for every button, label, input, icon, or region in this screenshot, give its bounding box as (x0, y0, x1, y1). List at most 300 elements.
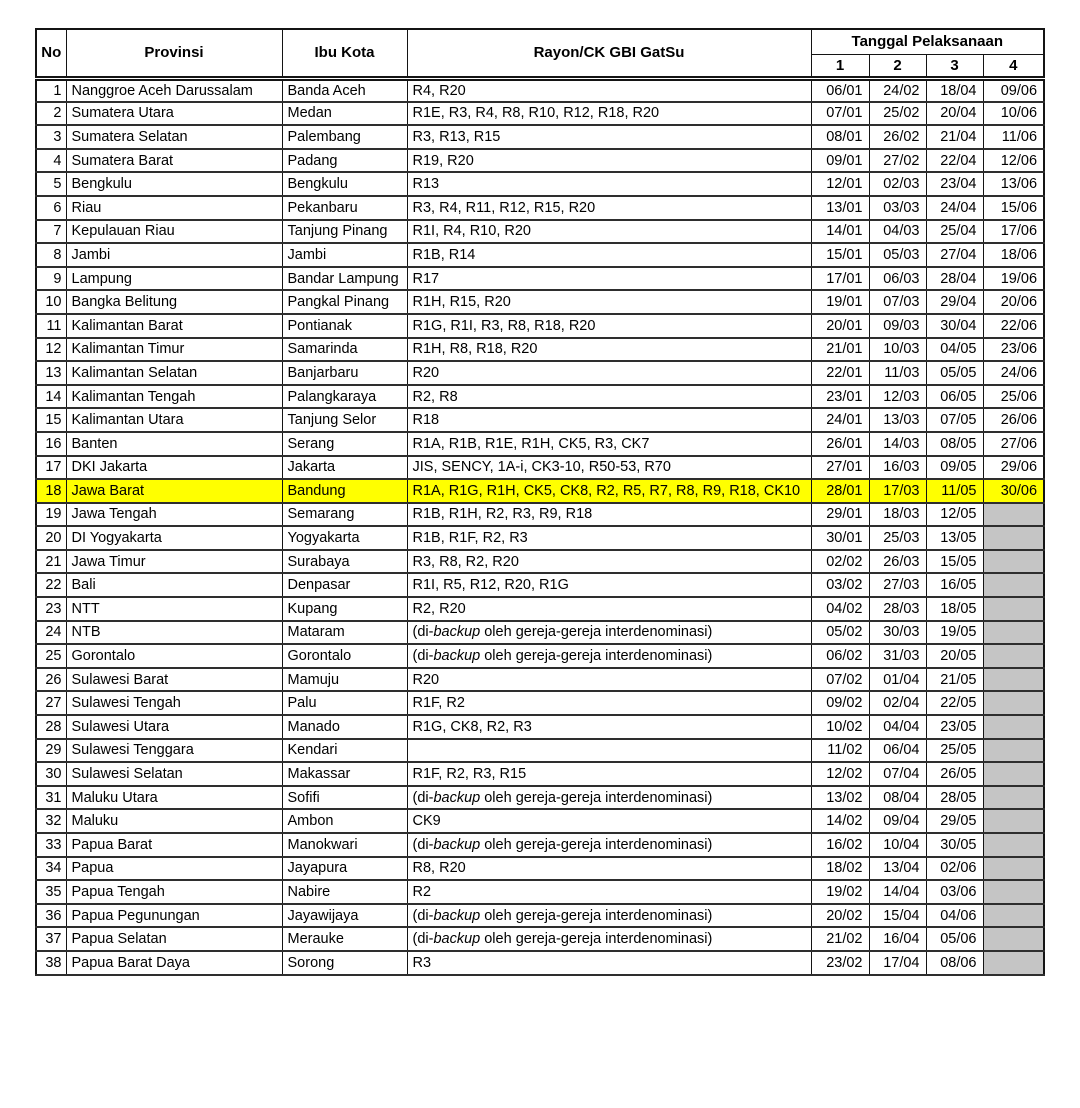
date-cell-2: 25/02 (869, 102, 926, 126)
no-cell: 36 (36, 904, 66, 928)
no-cell: 21 (36, 550, 66, 574)
date-cell-1: 09/01 (811, 149, 869, 173)
date-cell-4 (983, 880, 1044, 904)
provinsi-cell: Sulawesi Tenggara (66, 739, 282, 763)
date-cell-1: 06/02 (811, 644, 869, 668)
rayon-cell: R20 (407, 668, 811, 692)
date-cell-3: 18/04 (926, 78, 983, 102)
date-cell-3: 24/04 (926, 196, 983, 220)
date-cell-3: 05/06 (926, 927, 983, 951)
rayon-cell: R3 (407, 951, 811, 975)
ibu-kota-cell: Nabire (282, 880, 407, 904)
table-row (36, 573, 1044, 597)
provinsi-cell: Sulawesi Utara (66, 715, 282, 739)
date-cell-3: 05/05 (926, 361, 983, 385)
rayon-cell: R1H, R8, R18, R20 (407, 338, 811, 362)
no-cell: 37 (36, 927, 66, 951)
date-cell-2: 17/04 (869, 951, 926, 975)
date-cell-2: 06/04 (869, 739, 926, 763)
no-cell: 18 (36, 479, 66, 503)
rayon-cell: R2 (407, 880, 811, 904)
date-cell-1: 29/01 (811, 503, 869, 527)
table-row (36, 172, 1044, 196)
col-header-date-1: 1 (811, 54, 869, 78)
date-cell-3: 20/04 (926, 102, 983, 126)
provinsi-cell: Maluku (66, 809, 282, 833)
rayon-cell: R1B, R14 (407, 243, 811, 267)
table-row (36, 880, 1044, 904)
rayon-cell: (di-backup oleh gereja-gereja interdenominasi) (407, 786, 811, 810)
schedule-table (35, 28, 1045, 976)
date-cell-3: 16/05 (926, 573, 983, 597)
date-cell-1: 09/02 (811, 691, 869, 715)
date-cell-4: 24/06 (983, 361, 1044, 385)
rayon-cell: R18 (407, 408, 811, 432)
no-cell: 6 (36, 196, 66, 220)
date-cell-2: 13/04 (869, 857, 926, 881)
rayon-cell: R3, R13, R15 (407, 125, 811, 149)
table-row (36, 691, 1044, 715)
date-cell-4 (983, 715, 1044, 739)
rayon-cell: R1A, R1B, R1E, R1H, CK5, R3, CK7 (407, 432, 811, 456)
date-cell-3: 04/06 (926, 904, 983, 928)
date-cell-2: 18/03 (869, 503, 926, 527)
provinsi-cell: Banten (66, 432, 282, 456)
col-header-date-4: 4 (983, 54, 1044, 78)
table-row (36, 526, 1044, 550)
date-cell-3: 25/04 (926, 220, 983, 244)
date-cell-3: 26/05 (926, 762, 983, 786)
table-row (36, 904, 1044, 928)
date-cell-2: 14/04 (869, 880, 926, 904)
rayon-cell: R17 (407, 267, 811, 291)
ibu-kota-cell: Palembang (282, 125, 407, 149)
provinsi-cell: Kalimantan Barat (66, 314, 282, 338)
rayon-cell: R1A, R1G, R1H, CK5, CK8, R2, R5, R7, R8, R9, R18, CK10 (407, 479, 811, 503)
no-cell: 32 (36, 809, 66, 833)
date-cell-3: 23/04 (926, 172, 983, 196)
date-cell-3: 23/05 (926, 715, 983, 739)
table-row (36, 220, 1044, 244)
provinsi-cell: Papua Selatan (66, 927, 282, 951)
date-cell-3: 22/04 (926, 149, 983, 173)
rayon-cell: (di-backup oleh gereja-gereja interdenominasi) (407, 621, 811, 645)
date-cell-2: 31/03 (869, 644, 926, 668)
col-header-no: No (36, 29, 66, 78)
table-row (36, 125, 1044, 149)
rayon-cell: CK9 (407, 809, 811, 833)
ibu-kota-cell: Kupang (282, 597, 407, 621)
date-cell-4 (983, 739, 1044, 763)
provinsi-cell: Gorontalo (66, 644, 282, 668)
date-cell-2: 27/03 (869, 573, 926, 597)
no-cell: 28 (36, 715, 66, 739)
provinsi-cell: Nanggroe Aceh Darussalam (66, 78, 282, 102)
provinsi-cell: Papua (66, 857, 282, 881)
provinsi-cell: Bengkulu (66, 172, 282, 196)
date-cell-1: 20/01 (811, 314, 869, 338)
date-cell-1: 19/02 (811, 880, 869, 904)
ibu-kota-cell: Makassar (282, 762, 407, 786)
rayon-cell: R1F, R2 (407, 691, 811, 715)
date-cell-3: 06/05 (926, 385, 983, 409)
col-header-provinsi: Provinsi (66, 29, 282, 78)
date-cell-4: 19/06 (983, 267, 1044, 291)
date-cell-4: 23/06 (983, 338, 1044, 362)
date-cell-2: 02/03 (869, 172, 926, 196)
no-cell: 30 (36, 762, 66, 786)
rayon-cell: R1H, R15, R20 (407, 290, 811, 314)
no-cell: 11 (36, 314, 66, 338)
date-cell-2: 13/03 (869, 408, 926, 432)
date-cell-4: 18/06 (983, 243, 1044, 267)
table-row (36, 833, 1044, 857)
date-cell-3: 30/05 (926, 833, 983, 857)
ibu-kota-cell: Denpasar (282, 573, 407, 597)
no-cell: 9 (36, 267, 66, 291)
table-row (36, 739, 1044, 763)
ibu-kota-cell: Bandar Lampung (282, 267, 407, 291)
ibu-kota-cell: Jayawijaya (282, 904, 407, 928)
no-cell: 27 (36, 691, 66, 715)
date-cell-1: 16/02 (811, 833, 869, 857)
no-cell: 34 (36, 857, 66, 881)
date-cell-2: 25/03 (869, 526, 926, 550)
date-cell-4 (983, 668, 1044, 692)
date-cell-4 (983, 550, 1044, 574)
date-cell-3: 29/05 (926, 809, 983, 833)
provinsi-cell: Kalimantan Selatan (66, 361, 282, 385)
date-cell-4 (983, 503, 1044, 527)
date-cell-1: 04/02 (811, 597, 869, 621)
table-row (36, 432, 1044, 456)
date-cell-1: 28/01 (811, 479, 869, 503)
date-cell-4 (983, 951, 1044, 975)
ibu-kota-cell: Manokwari (282, 833, 407, 857)
table-row (36, 951, 1044, 975)
no-cell: 4 (36, 149, 66, 173)
date-cell-1: 14/02 (811, 809, 869, 833)
date-cell-2: 07/03 (869, 290, 926, 314)
rayon-cell: R20 (407, 361, 811, 385)
ibu-kota-cell: Tanjung Pinang (282, 220, 407, 244)
date-cell-2: 30/03 (869, 621, 926, 645)
provinsi-cell: Sulawesi Tengah (66, 691, 282, 715)
rayon-cell: (di-backup oleh gereja-gereja interdenominasi) (407, 904, 811, 928)
provinsi-cell: Lampung (66, 267, 282, 291)
rayon-cell: R2, R8 (407, 385, 811, 409)
ibu-kota-cell: Semarang (282, 503, 407, 527)
no-cell: 10 (36, 290, 66, 314)
no-cell: 5 (36, 172, 66, 196)
no-cell: 2 (36, 102, 66, 126)
date-cell-1: 26/01 (811, 432, 869, 456)
rayon-cell: R1G, CK8, R2, R3 (407, 715, 811, 739)
rayon-cell: R2, R20 (407, 597, 811, 621)
table-row (36, 927, 1044, 951)
rayon-cell: R1E, R3, R4, R8, R10, R12, R18, R20 (407, 102, 811, 126)
rayon-cell: R1F, R2, R3, R15 (407, 762, 811, 786)
date-cell-1: 12/02 (811, 762, 869, 786)
table-row (36, 78, 1044, 102)
date-cell-3: 03/06 (926, 880, 983, 904)
rayon-cell: R19, R20 (407, 149, 811, 173)
no-cell: 23 (36, 597, 66, 621)
date-cell-1: 12/01 (811, 172, 869, 196)
date-cell-2: 07/04 (869, 762, 926, 786)
rayon-cell (407, 739, 811, 763)
date-cell-3: 11/05 (926, 479, 983, 503)
date-cell-4 (983, 927, 1044, 951)
date-cell-3: 04/05 (926, 338, 983, 362)
table-row (36, 857, 1044, 881)
ibu-kota-cell: Samarinda (282, 338, 407, 362)
provinsi-cell: Sumatera Utara (66, 102, 282, 126)
date-cell-3: 29/04 (926, 290, 983, 314)
rayon-cell: R4, R20 (407, 78, 811, 102)
ibu-kota-cell: Tanjung Selor (282, 408, 407, 432)
no-cell: 38 (36, 951, 66, 975)
date-cell-2: 11/03 (869, 361, 926, 385)
ibu-kota-cell: Manado (282, 715, 407, 739)
date-cell-1: 03/02 (811, 573, 869, 597)
date-cell-1: 21/02 (811, 927, 869, 951)
date-cell-1: 14/01 (811, 220, 869, 244)
rayon-cell: (di-backup oleh gereja-gereja interdenominasi) (407, 833, 811, 857)
ibu-kota-cell: Serang (282, 432, 407, 456)
date-cell-1: 07/02 (811, 668, 869, 692)
ibu-kota-cell: Banda Aceh (282, 78, 407, 102)
ibu-kota-cell: Jakarta (282, 456, 407, 480)
provinsi-cell: Jambi (66, 243, 282, 267)
table-row (36, 338, 1044, 362)
no-cell: 17 (36, 456, 66, 480)
date-cell-3: 07/05 (926, 408, 983, 432)
ibu-kota-cell: Jayapura (282, 857, 407, 881)
ibu-kota-cell: Pontianak (282, 314, 407, 338)
table-row (36, 644, 1044, 668)
no-cell: 33 (36, 833, 66, 857)
date-cell-2: 24/02 (869, 78, 926, 102)
table-row (36, 385, 1044, 409)
no-cell: 24 (36, 621, 66, 645)
date-cell-2: 28/03 (869, 597, 926, 621)
table-row (36, 267, 1044, 291)
date-cell-2: 04/03 (869, 220, 926, 244)
ibu-kota-cell: Mataram (282, 621, 407, 645)
table-row (36, 715, 1044, 739)
date-cell-2: 27/02 (869, 149, 926, 173)
date-cell-1: 18/02 (811, 857, 869, 881)
date-cell-3: 13/05 (926, 526, 983, 550)
date-cell-1: 07/01 (811, 102, 869, 126)
table-row (36, 408, 1044, 432)
ibu-kota-cell: Ambon (282, 809, 407, 833)
table-row (36, 149, 1044, 173)
rayon-cell: R3, R4, R11, R12, R15, R20 (407, 196, 811, 220)
date-cell-4 (983, 786, 1044, 810)
date-cell-2: 16/04 (869, 927, 926, 951)
table-row (36, 196, 1044, 220)
date-cell-4: 11/06 (983, 125, 1044, 149)
date-cell-4: 26/06 (983, 408, 1044, 432)
col-header-date-3: 3 (926, 54, 983, 78)
date-cell-4: 09/06 (983, 78, 1044, 102)
date-cell-2: 10/03 (869, 338, 926, 362)
ibu-kota-cell: Palangkaraya (282, 385, 407, 409)
date-cell-4 (983, 644, 1044, 668)
provinsi-cell: Sumatera Barat (66, 149, 282, 173)
date-cell-2: 17/03 (869, 479, 926, 503)
table-body (36, 78, 1044, 975)
rayon-cell: R1B, R1F, R2, R3 (407, 526, 811, 550)
date-cell-4: 17/06 (983, 220, 1044, 244)
rayon-cell: R8, R20 (407, 857, 811, 881)
rayon-cell: (di-backup oleh gereja-gereja interdenominasi) (407, 927, 811, 951)
no-cell: 20 (36, 526, 66, 550)
ibu-kota-cell: Yogyakarta (282, 526, 407, 550)
provinsi-cell: Kalimantan Utara (66, 408, 282, 432)
date-cell-2: 04/04 (869, 715, 926, 739)
table-row (36, 290, 1044, 314)
table-row (36, 503, 1044, 527)
date-cell-3: 08/06 (926, 951, 983, 975)
date-cell-3: 02/06 (926, 857, 983, 881)
date-cell-4: 12/06 (983, 149, 1044, 173)
date-cell-1: 20/02 (811, 904, 869, 928)
date-cell-1: 27/01 (811, 456, 869, 480)
ibu-kota-cell: Medan (282, 102, 407, 126)
no-cell: 19 (36, 503, 66, 527)
provinsi-cell: Papua Barat (66, 833, 282, 857)
ibu-kota-cell: Bengkulu (282, 172, 407, 196)
ibu-kota-cell: Banjarbaru (282, 361, 407, 385)
no-cell: 13 (36, 361, 66, 385)
ibu-kota-cell: Merauke (282, 927, 407, 951)
ibu-kota-cell: Pekanbaru (282, 196, 407, 220)
provinsi-cell: Kalimantan Timur (66, 338, 282, 362)
ibu-kota-cell: Palu (282, 691, 407, 715)
rayon-cell: R1B, R1H, R2, R3, R9, R18 (407, 503, 811, 527)
date-cell-4: 29/06 (983, 456, 1044, 480)
provinsi-cell: Kepulauan Riau (66, 220, 282, 244)
ibu-kota-cell: Jambi (282, 243, 407, 267)
provinsi-cell: Kalimantan Tengah (66, 385, 282, 409)
no-cell: 29 (36, 739, 66, 763)
date-cell-3: 15/05 (926, 550, 983, 574)
date-cell-2: 26/03 (869, 550, 926, 574)
provinsi-cell: Riau (66, 196, 282, 220)
table-row (36, 786, 1044, 810)
date-cell-1: 21/01 (811, 338, 869, 362)
provinsi-cell: DI Yogyakarta (66, 526, 282, 550)
provinsi-cell: Sulawesi Selatan (66, 762, 282, 786)
table-row (36, 809, 1044, 833)
table-row (36, 456, 1044, 480)
provinsi-cell: NTT (66, 597, 282, 621)
provinsi-cell: Papua Pegunungan (66, 904, 282, 928)
table-row (36, 597, 1044, 621)
date-cell-4 (983, 762, 1044, 786)
provinsi-cell: NTB (66, 621, 282, 645)
ibu-kota-cell: Pangkal Pinang (282, 290, 407, 314)
provinsi-cell: Jawa Tengah (66, 503, 282, 527)
ibu-kota-cell: Sofifi (282, 786, 407, 810)
rayon-cell: R1I, R5, R12, R20, R1G (407, 573, 811, 597)
date-cell-2: 09/04 (869, 809, 926, 833)
date-cell-1: 23/01 (811, 385, 869, 409)
rayon-cell: JIS, SENCY, 1A-i, CK3-10, R50-53, R70 (407, 456, 811, 480)
table-row (36, 314, 1044, 338)
date-cell-1: 19/01 (811, 290, 869, 314)
date-cell-1: 13/02 (811, 786, 869, 810)
date-cell-4 (983, 904, 1044, 928)
table-row (36, 550, 1044, 574)
table-row (36, 762, 1044, 786)
no-cell: 1 (36, 78, 66, 102)
no-cell: 15 (36, 408, 66, 432)
date-cell-4 (983, 857, 1044, 881)
date-cell-1: 11/02 (811, 739, 869, 763)
col-header-ibu-kota: Ibu Kota (282, 29, 407, 78)
date-cell-1: 15/01 (811, 243, 869, 267)
date-cell-4: 27/06 (983, 432, 1044, 456)
no-cell: 3 (36, 125, 66, 149)
date-cell-3: 28/04 (926, 267, 983, 291)
date-cell-1: 17/01 (811, 267, 869, 291)
date-cell-3: 19/05 (926, 621, 983, 645)
date-cell-3: 09/05 (926, 456, 983, 480)
provinsi-cell: DKI Jakarta (66, 456, 282, 480)
table-row (36, 243, 1044, 267)
rayon-cell: R1I, R4, R10, R20 (407, 220, 811, 244)
header-row-main (36, 29, 1044, 54)
date-cell-4 (983, 526, 1044, 550)
provinsi-cell: Sumatera Selatan (66, 125, 282, 149)
ibu-kota-cell: Mamuju (282, 668, 407, 692)
no-cell: 22 (36, 573, 66, 597)
no-cell: 7 (36, 220, 66, 244)
date-cell-4: 30/06 (983, 479, 1044, 503)
no-cell: 12 (36, 338, 66, 362)
date-cell-4: 15/06 (983, 196, 1044, 220)
date-cell-2: 15/04 (869, 904, 926, 928)
ibu-kota-cell: Padang (282, 149, 407, 173)
date-cell-3: 22/05 (926, 691, 983, 715)
provinsi-cell: Papua Tengah (66, 880, 282, 904)
date-cell-2: 14/03 (869, 432, 926, 456)
no-cell: 26 (36, 668, 66, 692)
date-cell-1: 02/02 (811, 550, 869, 574)
date-cell-3: 08/05 (926, 432, 983, 456)
date-cell-3: 21/05 (926, 668, 983, 692)
date-cell-2: 12/03 (869, 385, 926, 409)
date-cell-1: 06/01 (811, 78, 869, 102)
provinsi-cell: Jawa Timur (66, 550, 282, 574)
date-cell-3: 27/04 (926, 243, 983, 267)
date-cell-4 (983, 833, 1044, 857)
date-cell-4 (983, 691, 1044, 715)
date-cell-1: 13/01 (811, 196, 869, 220)
date-cell-2: 09/03 (869, 314, 926, 338)
rayon-cell: R1G, R1I, R3, R8, R18, R20 (407, 314, 811, 338)
date-cell-3: 28/05 (926, 786, 983, 810)
date-cell-3: 21/04 (926, 125, 983, 149)
date-cell-4: 13/06 (983, 172, 1044, 196)
date-cell-2: 08/04 (869, 786, 926, 810)
date-cell-2: 02/04 (869, 691, 926, 715)
provinsi-cell: Maluku Utara (66, 786, 282, 810)
